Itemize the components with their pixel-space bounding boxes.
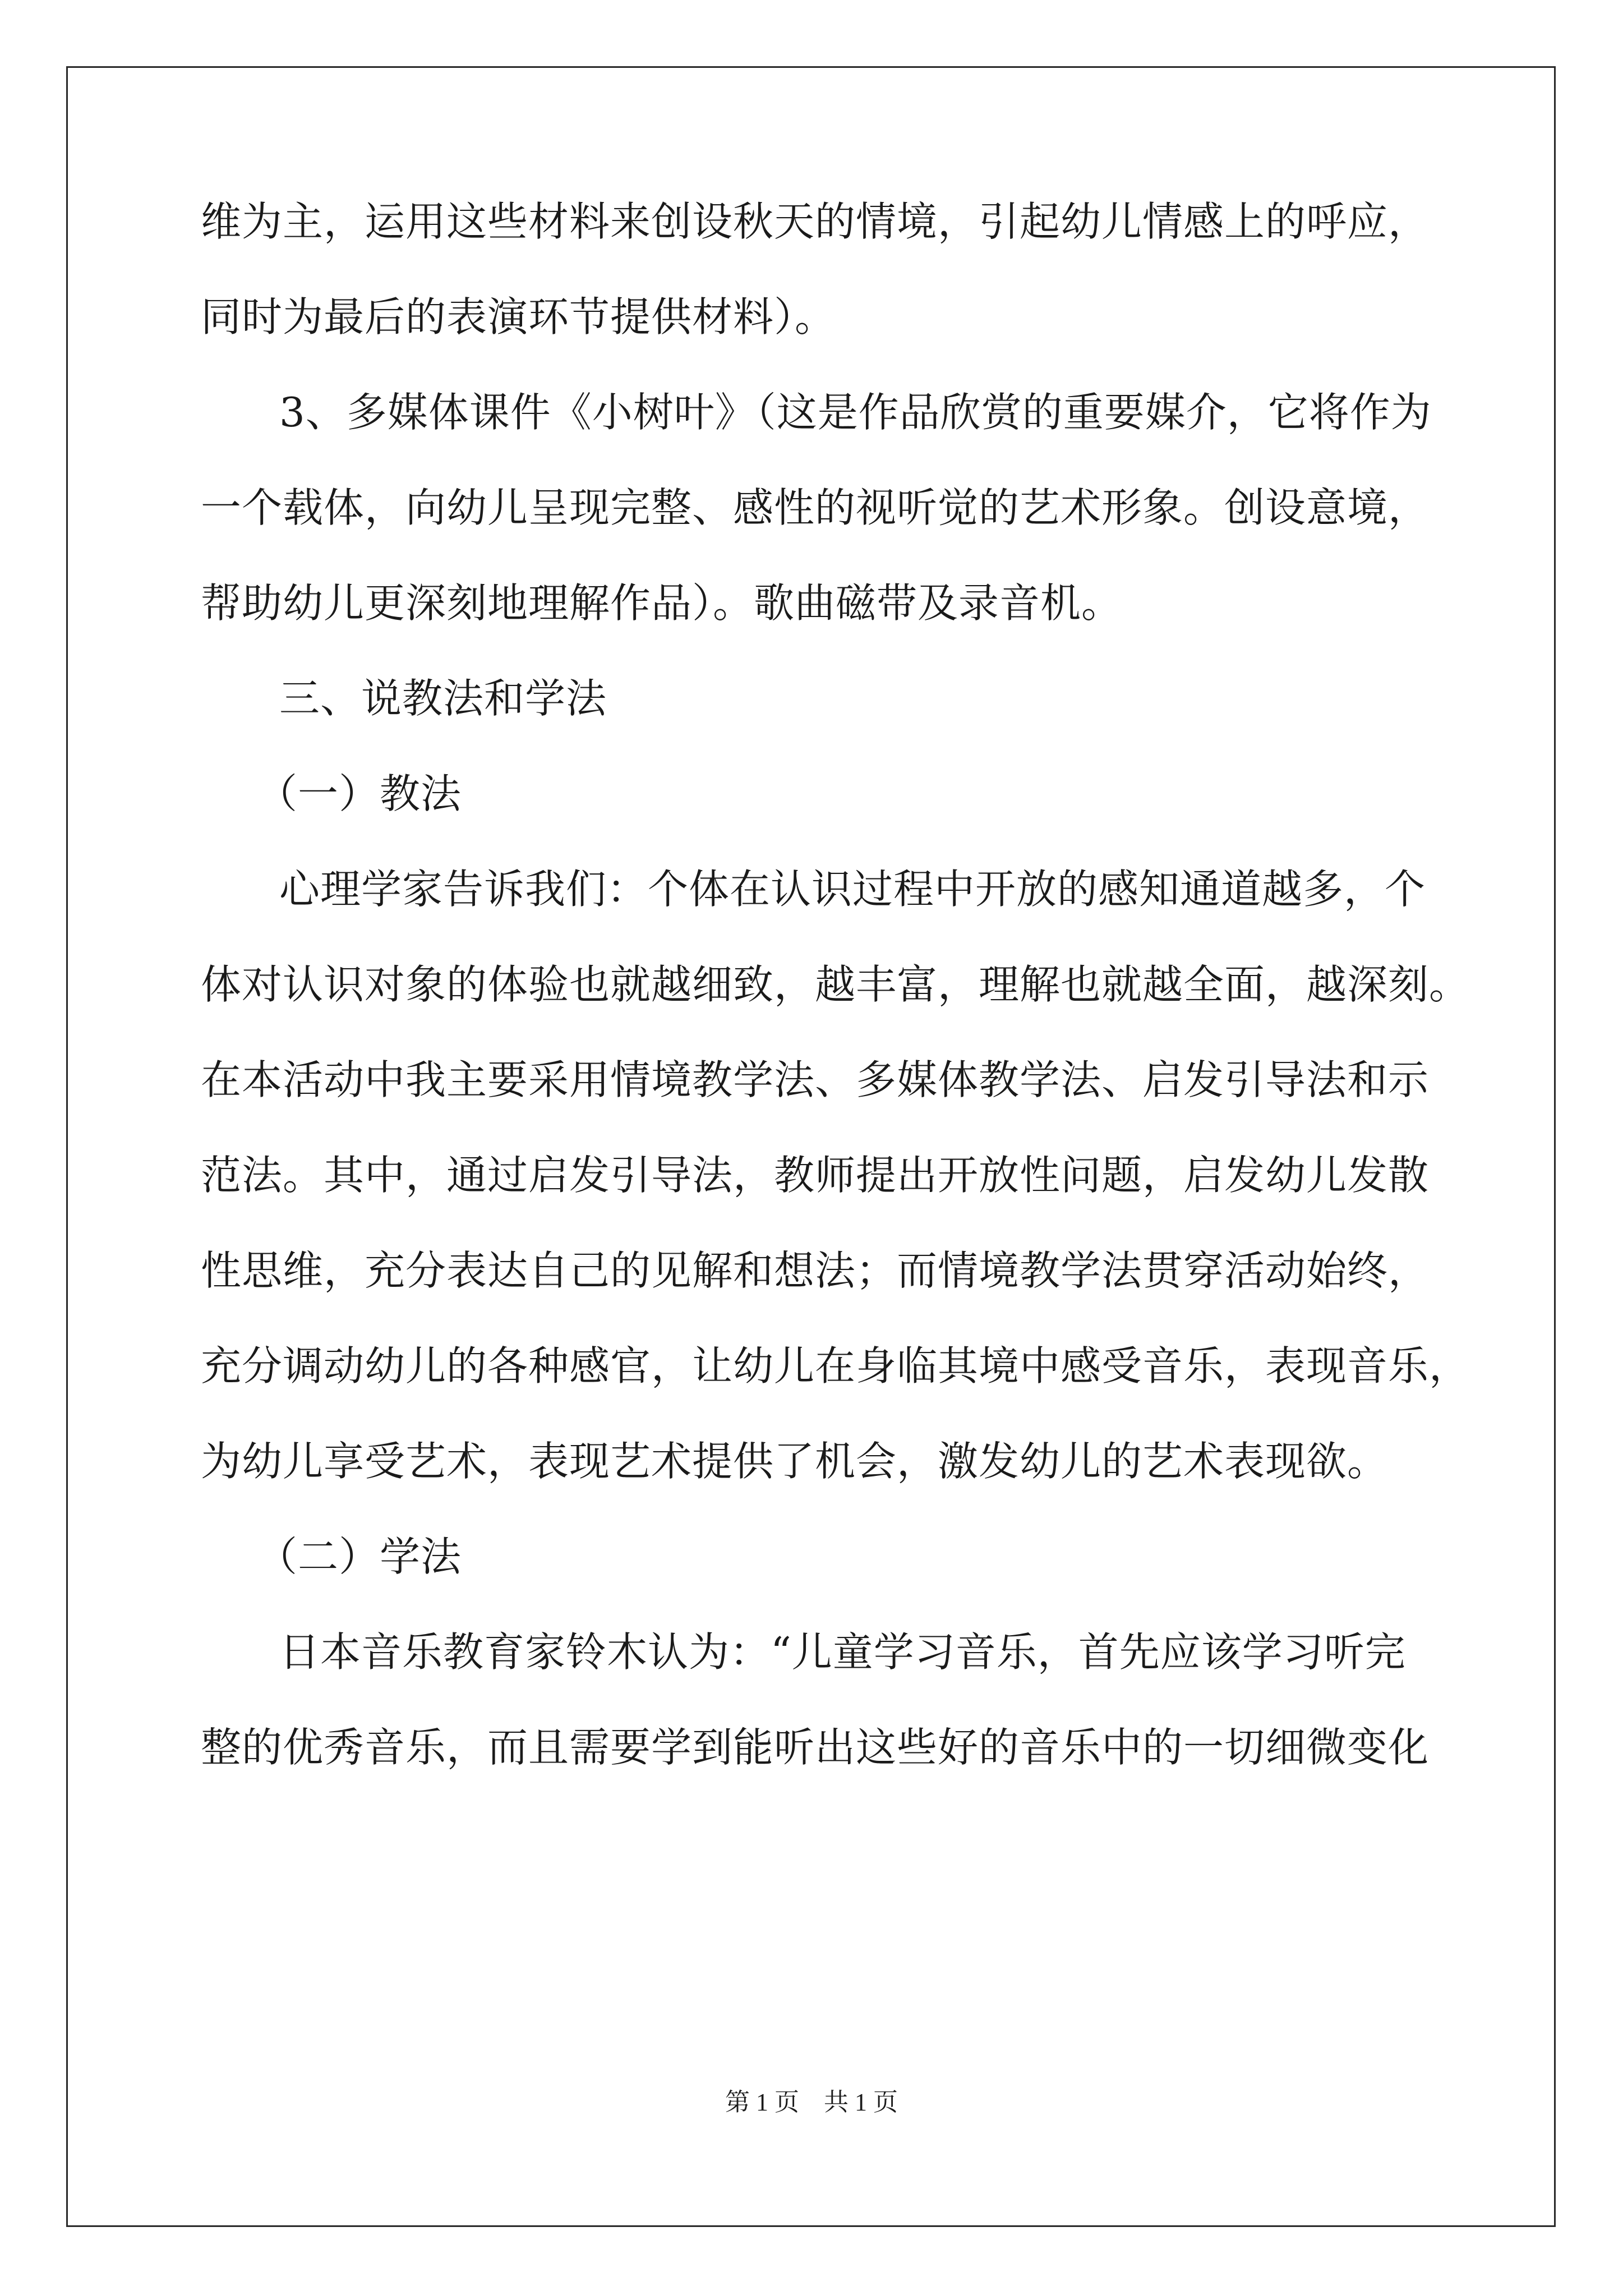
text-line: 一个载体，向幼儿呈现完整、感性的视听觉的艺术形象。创设意境， <box>201 484 1430 531</box>
text-line: 为幼儿享受艺术，表现艺术提供了机会，激发幼儿的艺术表现欲。 <box>201 1438 1389 1485</box>
text-line: 范法。其中，通过启发引导法，教师提出开放性问题，启发幼儿发散 <box>201 1152 1430 1199</box>
text-line: 维为主，运用这些材料来创设秋天的情境，引起幼儿情感上的呼应， <box>201 198 1430 245</box>
text-line: 日本音乐教育家铃木认为：“儿童学习音乐，首先应该学习听完 <box>279 1628 1406 1676</box>
text-line: 在本活动中我主要采用情境教学法、多媒体教学法、启发引导法和示 <box>201 1056 1430 1103</box>
subsection-heading: （二）学法 <box>257 1533 462 1580</box>
text-line: 3、多媒体课件《小树叶》（这是作品欣赏的重要媒介，它将作为 <box>279 389 1432 436</box>
subsection-heading: （一）教法 <box>257 770 462 817</box>
text-line: 充分调动幼儿的各种感官，让幼儿在身临其境中感受音乐，表现音乐， <box>201 1342 1470 1389</box>
section-heading: 三、说教法和学法 <box>279 675 607 722</box>
page-number: 第 1 页 共 1 页 <box>725 2088 898 2116</box>
text-line: 帮助幼儿更深刻地理解作品）。歌曲磁带及录音机。 <box>201 579 1123 627</box>
text-line: 心理学家告诉我们：个体在认识过程中开放的感知通道越多，个 <box>279 866 1426 913</box>
text-line: 整的优秀音乐，而且需要学到能听出这些好的音乐中的一切细微变化 <box>201 1724 1430 1771</box>
text-line: 同时为最后的表演环节提供材料）。 <box>201 293 836 341</box>
text-line: 性思维，充分表达自己的见解和想法；而情境教学法贯穿活动始终， <box>201 1247 1430 1294</box>
text-line: 体对认识对象的体验也就越细致，越丰富，理解也就越全面，越深刻。 <box>201 961 1470 1008</box>
